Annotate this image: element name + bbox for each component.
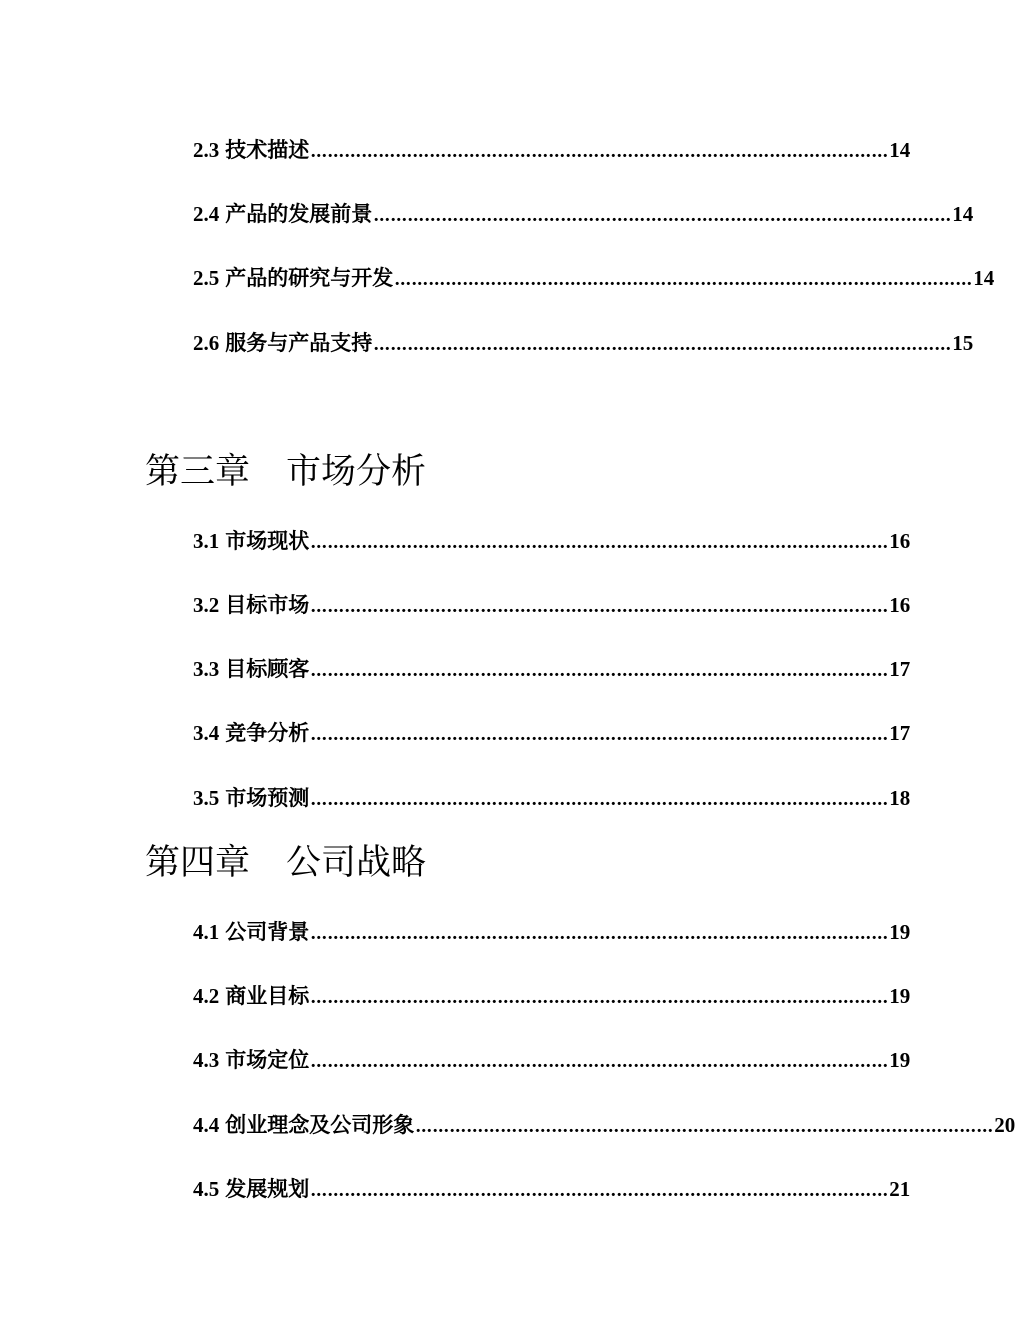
dot-leader: ………………………………………………………………………………………… xyxy=(373,335,952,355)
toc-entry-page: 17 xyxy=(889,657,911,681)
toc-entry-page: 19 xyxy=(889,984,911,1008)
toc-entry-4-2[interactable] xyxy=(193,980,911,1012)
toc-entry-page: 15 xyxy=(952,331,974,355)
toc-entry-title: 公司背景 xyxy=(225,919,310,944)
toc-entry-title: 创业理念及公司形象 xyxy=(225,1112,415,1137)
dot-leader: ………………………………………………………………………………………… xyxy=(310,597,889,617)
dot-leader: ………………………………………………………………………………………… xyxy=(394,270,973,290)
toc-entry-3-3[interactable] xyxy=(193,653,911,685)
dot-leader: ………………………………………………………………………………………… xyxy=(310,790,889,810)
toc-entry-title: 市场预测 xyxy=(225,785,310,810)
dot-leader: ………………………………………………………………………………………… xyxy=(310,1052,889,1072)
toc-entry-3-4[interactable] xyxy=(193,717,911,749)
chapter-name: 公司战略 xyxy=(286,843,427,883)
toc-entry-page: 19 xyxy=(889,920,911,944)
dot-leader: ………………………………………………………………………………………… xyxy=(310,533,889,553)
toc-entry-page: 16 xyxy=(889,593,911,617)
dot-leader: ………………………………………………………………………………………… xyxy=(373,206,952,226)
toc-entry-page: 14 xyxy=(952,202,974,226)
toc-entry-number: 2.5 xyxy=(193,266,220,290)
toc-entry-number: 2.3 xyxy=(193,138,220,162)
chapter-label: 第四章 xyxy=(145,843,251,883)
toc-entry-page: 17 xyxy=(889,721,911,745)
dot-leader: ………………………………………………………………………………………… xyxy=(415,1117,994,1137)
toc-entry-page: 19 xyxy=(889,1048,911,1072)
toc-entry-title: 市场定位 xyxy=(225,1047,310,1072)
toc-entry-page: 16 xyxy=(889,529,911,553)
dot-leader: ………………………………………………………………………………………… xyxy=(310,1181,889,1201)
toc-entry-number: 3.2 xyxy=(193,593,220,617)
toc-entry-number: 4.5 xyxy=(193,1177,220,1201)
toc-entry-number: 4.4 xyxy=(193,1113,220,1137)
chapter-heading-4[interactable] xyxy=(145,839,426,887)
toc-entry-number: 2.4 xyxy=(193,202,220,226)
toc-entry-2-3[interactable] xyxy=(193,134,911,166)
dot-leader: ………………………………………………………………………………………… xyxy=(310,661,889,681)
toc-entry-2-6[interactable] xyxy=(193,327,974,359)
dot-leader: ………………………………………………………………………………………… xyxy=(310,988,889,1008)
toc-entry-page: 18 xyxy=(889,786,911,810)
toc-entry-title: 竞争分析 xyxy=(225,720,310,745)
toc-entry-title: 商业目标 xyxy=(225,983,310,1008)
dot-leader: ………………………………………………………………………………………… xyxy=(310,142,889,162)
toc-entry-number: 3.3 xyxy=(193,657,220,681)
toc-entry-number: 4.3 xyxy=(193,1048,220,1072)
toc-entry-4-3[interactable] xyxy=(193,1044,911,1076)
toc-entry-2-5[interactable] xyxy=(193,262,995,294)
dot-leader: ………………………………………………………………………………………… xyxy=(310,924,889,944)
toc-entry-number: 3.4 xyxy=(193,721,220,745)
toc-entry-page: 14 xyxy=(973,266,995,290)
toc-entry-title: 发展规划 xyxy=(225,1176,310,1201)
toc-entry-4-1[interactable] xyxy=(193,916,911,948)
chapter-name: 市场分析 xyxy=(286,452,427,492)
toc-entry-page: 21 xyxy=(889,1177,911,1201)
toc-entry-title: 技术描述 xyxy=(225,137,310,162)
toc-entry-number: 4.2 xyxy=(193,984,220,1008)
toc-entry-4-4[interactable] xyxy=(193,1109,1015,1141)
toc-entry-title: 目标顾客 xyxy=(225,656,310,681)
chapter-heading-3[interactable] xyxy=(145,448,426,496)
toc-entry-4-5[interactable] xyxy=(193,1173,911,1205)
toc-entry-title: 产品的发展前景 xyxy=(225,201,373,226)
toc-entry-3-2[interactable] xyxy=(193,589,911,621)
toc-entry-page: 20 xyxy=(994,1113,1015,1137)
toc-entry-number: 3.1 xyxy=(193,529,220,553)
toc-entry-title: 市场现状 xyxy=(225,528,310,553)
toc-entry-page: 14 xyxy=(889,138,911,162)
dot-leader: ………………………………………………………………………………………… xyxy=(310,725,889,745)
toc-entry-2-4[interactable] xyxy=(193,198,974,230)
toc-entry-3-5[interactable] xyxy=(193,782,911,814)
toc-entry-title: 服务与产品支持 xyxy=(225,330,373,355)
chapter-label: 第三章 xyxy=(145,452,251,492)
toc-entry-title: 目标市场 xyxy=(225,592,310,617)
toc-entry-number: 2.6 xyxy=(193,331,220,355)
toc-entry-title: 产品的研究与开发 xyxy=(225,265,394,290)
toc-entry-3-1[interactable] xyxy=(193,525,911,557)
toc-entry-number: 4.1 xyxy=(193,920,220,944)
toc-entry-number: 3.5 xyxy=(193,786,220,810)
